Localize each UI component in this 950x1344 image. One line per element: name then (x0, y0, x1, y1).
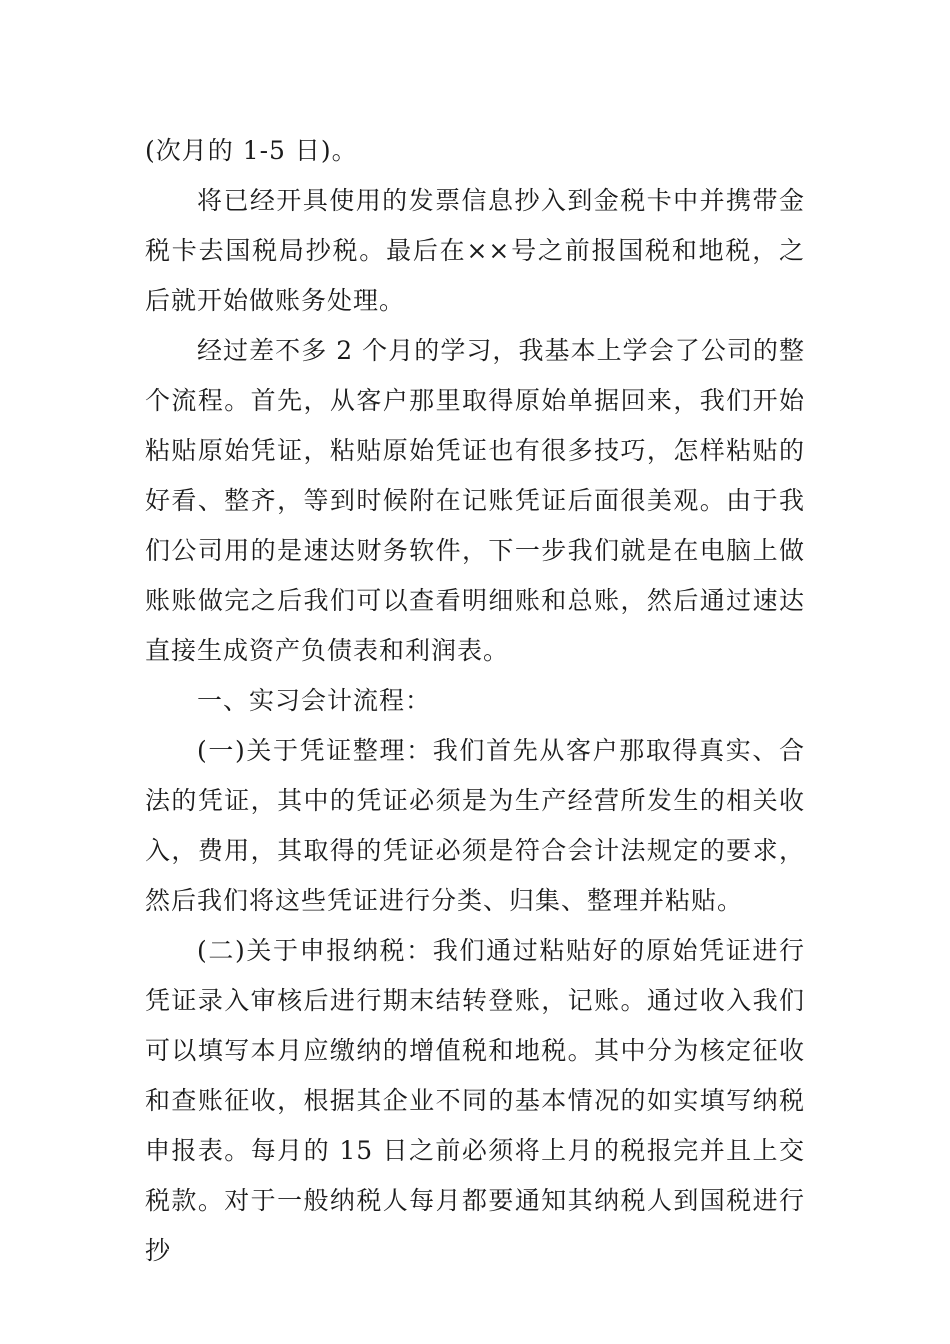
paragraph-continuation: (次月的 1-5 日)。 (145, 136, 358, 165)
paragraph-tax-declaration: (二)关于申报纳税：我们通过粘贴好的原始凭证进行凭证录入审核后进行期末结转登账，记账。通过收入我们可以填写本月应缴纳的增值税和地税。其中分为核定征收和查账征收，根据其企业不同的基本情况的如实填写纳税申报表。每月的 15 日之前必须将上月的税报完并且上交税款。对于一般纳税人每月都要通知其纳税人到国税进行抄 (145, 936, 805, 1265)
paragraph-tax-copy: 将已经开具使用的发票信息抄入到金税卡中并携带金税卡去国税局抄税。最后在××号之前报国税和地税，之后就开始做账务处理。 (145, 186, 805, 315)
paragraph-voucher-organizing: (一)关于凭证整理：我们首先从客户那取得真实、合法的凭证，其中的凭证必须是为生产经营所发生的相关收入，费用，其取得的凭证必须是符合会计法规定的要求，然后我们将这些凭证进行分类、归集、整理并粘贴。 (145, 736, 805, 915)
paragraph-learning-process: 经过差不多 2 个月的学习，我基本上学会了公司的整个流程。首先，从客户那里取得原始单据回来，我们开始粘贴原始凭证，粘贴原始凭证也有很多技巧，怎样粘贴的好看、整齐，等到时候附在记账凭证后面很美观。由于我们公司用的是速达财务软件，下一步我们就是在电脑上做账账做完之后我们可以查看明细账和总账，然后通过速达直接生成资产负债表和利润表。 (145, 336, 805, 665)
section-heading-accounting-process: 一、实习会计流程： (197, 686, 432, 715)
document-body (145, 126, 805, 1276)
